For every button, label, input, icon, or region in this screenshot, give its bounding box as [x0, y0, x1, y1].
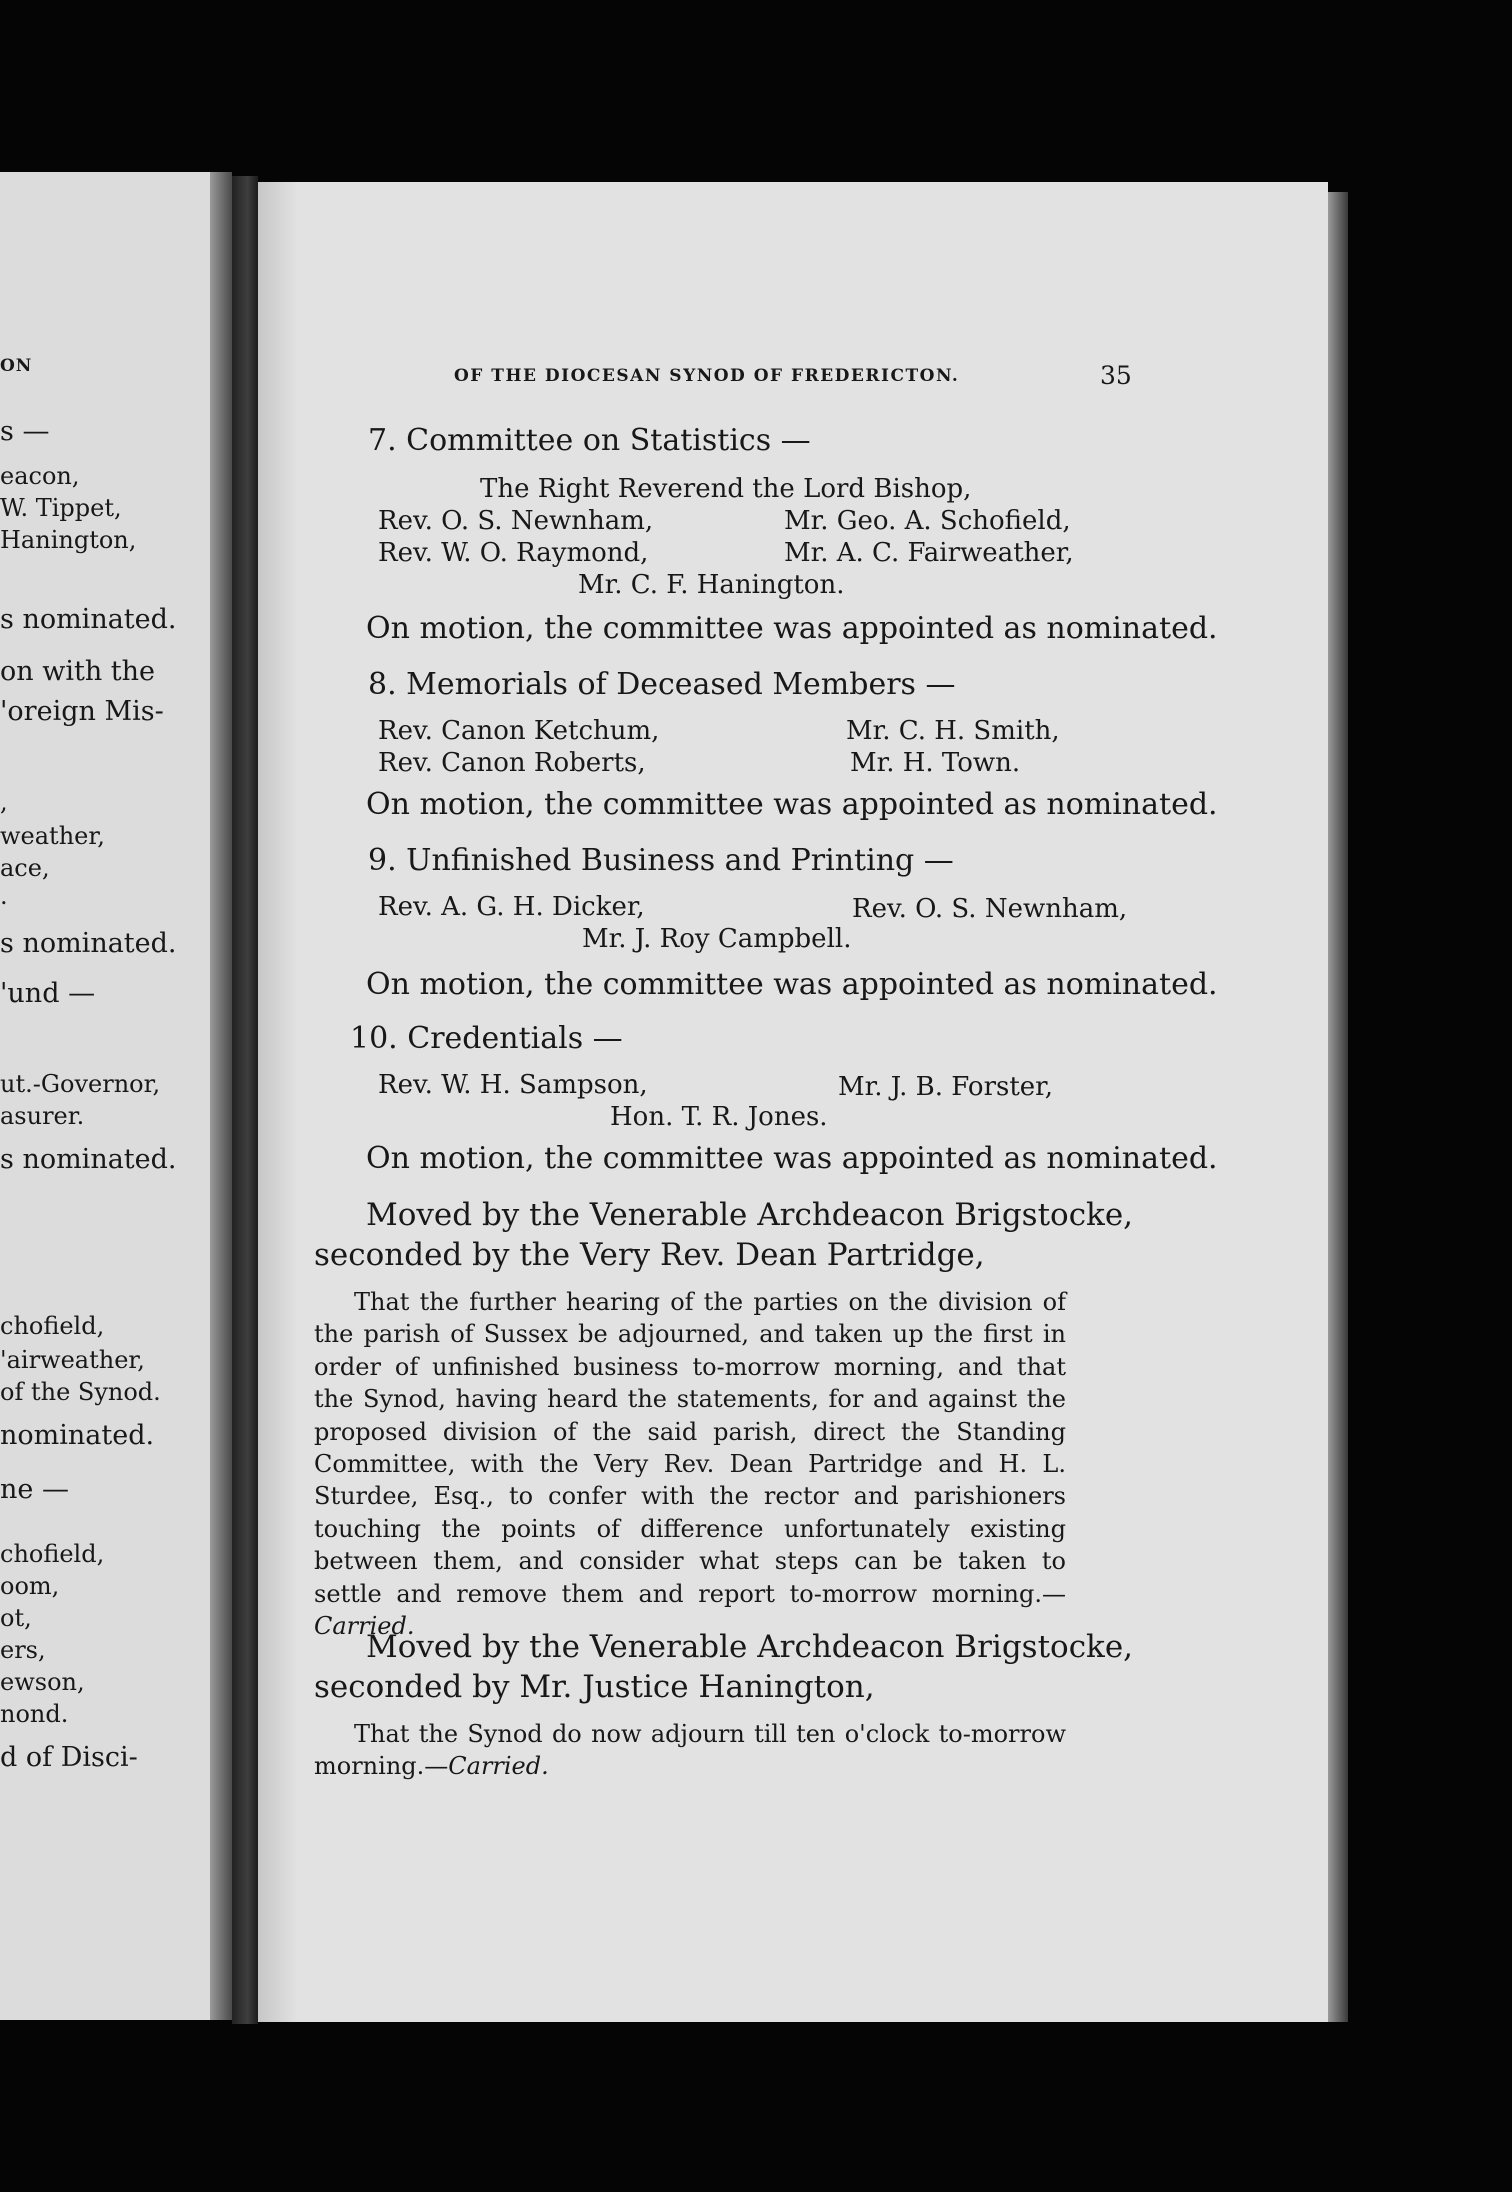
section-9-member: Rev. O. S. Newnham,: [852, 894, 1128, 924]
gutter-shadow: [258, 182, 298, 2022]
previous-page: [0, 172, 232, 2020]
running-head: OF THE DIOCESAN SYNOD OF FREDERICTON.: [454, 366, 960, 386]
left-line: nond.: [0, 1700, 69, 1728]
page-35: [258, 182, 1328, 2022]
left-line: weather,: [0, 822, 105, 850]
section-9-member: Mr. J. Roy Campbell.: [582, 924, 852, 954]
left-line: s nominated.: [0, 928, 177, 959]
left-line: ut.-Governor,: [0, 1070, 161, 1098]
left-line: asurer.: [0, 1102, 85, 1130]
section-8-motion: On motion, the committee was appointed as nominated.: [366, 787, 1218, 822]
section-10-member: Mr. J. B. Forster,: [838, 1072, 1054, 1102]
section-10-member: Rev. W. H. Sampson,: [378, 1070, 648, 1100]
left-line: d of Disci-: [0, 1742, 138, 1773]
section-7-member: Rev. O. S. Newnham,: [378, 506, 654, 536]
left-line: ers,: [0, 1636, 46, 1664]
left-line: s nominated.: [0, 604, 177, 635]
moved-line: Moved by the Venerable Archdeacon Brigstocke,: [366, 1197, 1134, 1233]
seconded-line: seconded by Mr. Justice Hanington,: [314, 1669, 875, 1705]
section-9-member: Rev. A. G. H. Dicker,: [378, 892, 645, 922]
section-10-motion: On motion, the committee was appointed as nominated.: [366, 1141, 1218, 1176]
section-9-heading: 9. Unfinished Business and Printing —: [368, 843, 954, 878]
left-page-gutter: [210, 172, 232, 2020]
left-line: 'und —: [0, 978, 96, 1009]
left-line: chofield,: [0, 1312, 105, 1340]
adjournment-paragraph: That the Synod do now adjourn till ten o'clock to-morrow morning.—Carried.: [314, 1720, 1066, 1781]
left-line: 'oreign Mis-: [0, 696, 164, 727]
resolution-paragraph: That the further hearing of the parties on the division of the parish of Sussex be adjourned, and taken up the first in order of unfinished business to-morrow morning, and that the Synod, having heard the statements, for and against the proposed division of the said parish, direct the Standing Committee, with the Very Rev. Dean Partridge and H. L. Sturdee, Esq., to confer with the rector and parishioners touching the points of difference unfortunately existing between them, and consider what steps can be taken to settle and remove them and report to-morrow morning.—Carried.: [314, 1288, 1066, 1641]
left-line: Hanington,: [0, 526, 137, 554]
section-7-member: Rev. W. O. Raymond,: [378, 538, 649, 568]
left-line: ,: [0, 788, 8, 816]
section-7-member: Mr. A. C. Fairweather,: [784, 538, 1074, 568]
left-line: nominated.: [0, 1420, 155, 1451]
section-7-member: Mr. C. F. Hanington.: [578, 570, 845, 600]
section-10-member: Hon. T. R. Jones.: [610, 1102, 828, 1132]
section-8-heading: 8. Memorials of Deceased Members —: [368, 667, 956, 702]
left-line: chofield,: [0, 1540, 105, 1568]
left-line: .: [0, 882, 8, 910]
section-10-heading: 10. Credentials —: [350, 1021, 623, 1056]
section-8-member: Mr. H. Town.: [850, 748, 1021, 778]
section-7-heading: 7. Committee on Statistics —: [368, 423, 811, 458]
left-line: 'airweather,: [0, 1346, 145, 1374]
left-line: ot,: [0, 1604, 32, 1632]
section-8-member: Rev. Canon Ketchum,: [378, 716, 660, 746]
section-8-member: Mr. C. H. Smith,: [846, 716, 1060, 746]
section-7-motion: On motion, the committee was appointed as nominated.: [366, 611, 1218, 646]
left-line: on with the: [0, 656, 156, 687]
left-line: ne —: [0, 1474, 69, 1505]
section-7-member: Mr. Geo. A. Schofield,: [784, 506, 1071, 536]
page-number: 35: [1100, 361, 1132, 390]
section-9-motion: On motion, the committee was appointed as nominated.: [366, 967, 1218, 1002]
section-8-member: Rev. Canon Roberts,: [378, 748, 646, 778]
book-spine: [232, 176, 258, 2024]
left-line: W. Tippet,: [0, 494, 122, 522]
section-7-chair: The Right Reverend the Lord Bishop,: [480, 474, 972, 504]
left-line: ewson,: [0, 1668, 85, 1696]
seconded-line: seconded by the Very Rev. Dean Partridge,: [314, 1237, 985, 1273]
left-line: ace,: [0, 854, 50, 882]
left-running-head-fragment: ON: [0, 356, 33, 376]
left-line: s nominated.: [0, 1144, 177, 1175]
left-line: oom,: [0, 1572, 60, 1600]
left-line: eacon,: [0, 462, 80, 490]
page-edge: [1328, 192, 1348, 2022]
moved-line: Moved by the Venerable Archdeacon Brigstocke,: [366, 1629, 1134, 1665]
left-line: s —: [0, 416, 50, 447]
left-line: of the Synod.: [0, 1378, 161, 1406]
